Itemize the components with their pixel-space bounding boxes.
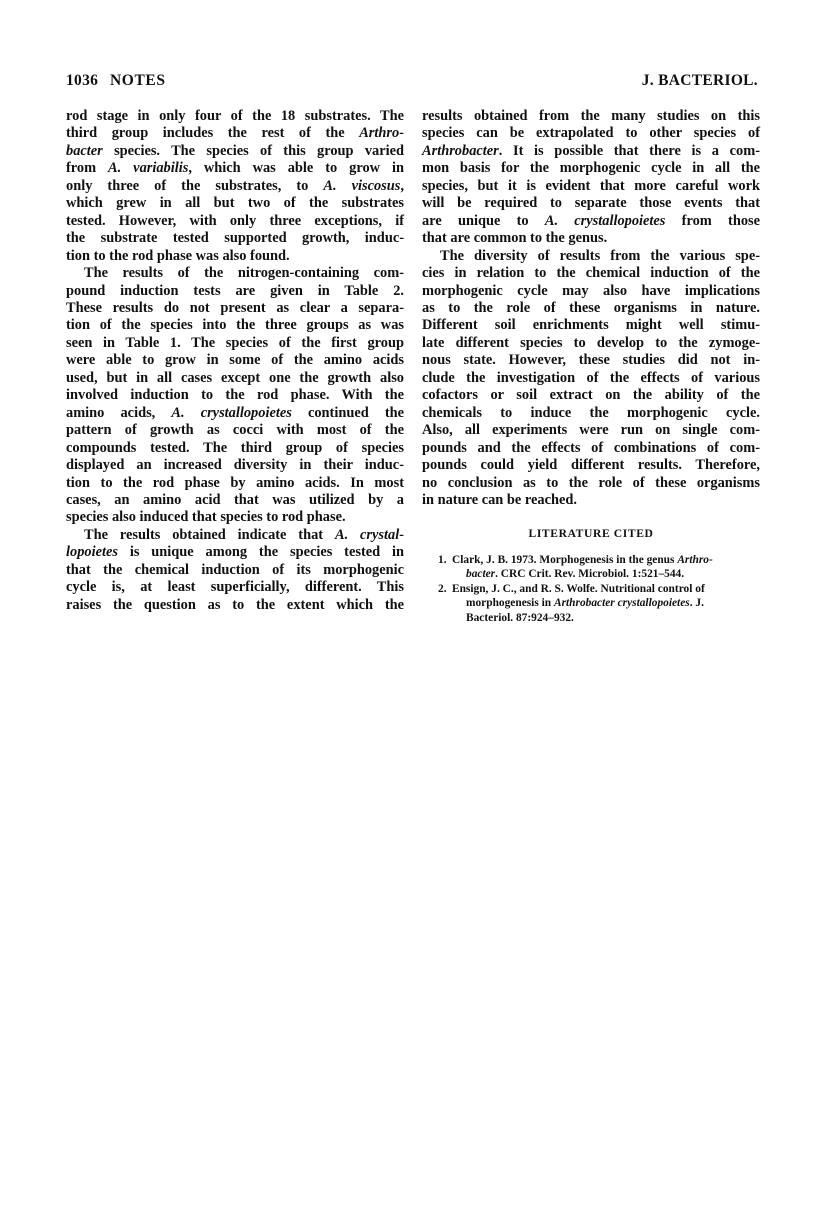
reference-item — [422, 553, 760, 581]
text-line: compounds tested. The third group of species — [66, 439, 404, 456]
text-line: cycle is, at least superficially, different. This — [66, 579, 404, 596]
text-line: cies in relation to the chemical induction of the — [422, 265, 760, 282]
text-line: that are common to the genus. — [422, 230, 608, 247]
text-line: that the chemical induction of its morphogenic — [66, 561, 404, 578]
text-line: species, but it is evident that more careful work — [422, 177, 760, 194]
text-line: which grew in all but two of the substrates — [66, 195, 404, 212]
text-line: lopoietes is unique among the species tested in — [66, 544, 404, 561]
text-line: will be required to separate those events that — [422, 195, 760, 212]
text-line: displayed an increased diversity in their induc- — [66, 457, 404, 474]
text-line: mon basis for the morphogenic cycle in all the — [422, 160, 760, 177]
text-line: in nature can be reached. — [422, 491, 577, 508]
reference-text: morphogenesis in Arthrobacter crystallopoietes. J. — [466, 597, 704, 610]
text-line: cofactors or soil extract on the ability of the — [422, 387, 760, 404]
text-line: as to the role of these organisms in nature. — [422, 299, 760, 316]
text-line: late different species to develop to the zymoge- — [422, 334, 760, 351]
text-line: no conclusion as to the role of these organisms — [422, 474, 760, 491]
text-line: the substrate tested supported growth, induc- — [66, 230, 404, 247]
reference-number: 2. — [438, 583, 447, 596]
section-label: NOTES — [110, 72, 166, 89]
text-line: The diversity of results from the various spe- — [440, 247, 760, 264]
text-line: raises the question as to the extent which the — [66, 596, 404, 613]
text-line: The results of the nitrogen-containing com- — [84, 265, 404, 282]
text-line: involved induction to the rod phase. With the — [66, 387, 404, 404]
text-line: species also induced that species to rod phase. — [66, 509, 346, 526]
text-line: pounds could yield different results. Therefore, — [422, 457, 760, 474]
text-line: clude the investigation of the effects of various — [422, 369, 760, 386]
text-line: are unique to A. crystallopoietes from those — [422, 212, 760, 229]
text-line: species can be extrapolated to other species of — [422, 125, 760, 142]
reference-text: Clark, J. B. 1973. Morphogenesis in the genus Arthro- — [452, 553, 713, 566]
text-line: These results do not present as clear a separa- — [66, 299, 404, 316]
text-line: Arthrobacter. It is possible that there is a com- — [422, 142, 760, 159]
text-line: morphogenic cycle may also have implications — [422, 282, 760, 299]
text-line: The results obtained indicate that A. crystal- — [84, 526, 404, 543]
reference-item — [422, 582, 760, 625]
text-line: only three of the substrates, to A. viscosus, — [66, 177, 404, 194]
text-line: were able to grow in some of the amino acids — [66, 352, 404, 369]
reference-text: bacter. CRC Crit. Rev. Microbiol. 1:521–544. — [466, 568, 685, 581]
page-number: 1036 — [66, 72, 99, 89]
text-line: third group includes the rest of the Arthro- — [66, 125, 404, 142]
text-line: Different soil enrichments might well stimu- — [422, 317, 760, 334]
text-line: pounds and the effects of combinations of com- — [422, 439, 760, 456]
text-line: tested. However, with only three exceptions, if — [66, 212, 404, 229]
text-line: tion to the rod phase by amino acids. In most — [66, 474, 404, 491]
text-line: from A. variabilis, which was able to grow in — [66, 160, 404, 177]
text-line: cases, an amino acid that was utilized by a — [66, 491, 404, 508]
text-line: seen in Table 1. The species of the first group — [66, 334, 404, 351]
reference-text: Ensign, J. C., and R. S. Wolfe. Nutritional control of — [452, 583, 705, 596]
text-line: rod stage in only four of the 18 substrates. The — [66, 108, 404, 124]
text-line: pound induction tests are given in Table 2. — [66, 282, 404, 299]
reference-list — [422, 553, 760, 625]
text-line: pattern of growth as cocci with most of the — [66, 422, 404, 439]
paragraph — [422, 108, 760, 248]
left-column — [66, 108, 404, 614]
right-column — [422, 108, 760, 626]
text-line: nous state. However, these studies did not in- — [422, 352, 760, 369]
text-line: Also, all experiments were run on single com- — [422, 422, 760, 439]
text-line: chemicals to induce the morphogenic cycle. — [422, 404, 760, 421]
paragraph — [66, 108, 404, 265]
paragraph — [66, 265, 404, 527]
text-line: tion to the rod phase was also found. — [66, 247, 290, 264]
text-line: bacter species. The species of this group varied — [66, 142, 404, 159]
reference-text: Bacteriol. 87:924–932. — [466, 611, 574, 624]
text-line: results obtained from the many studies on this — [422, 108, 760, 124]
text-line: amino acids, A. crystallopoietes continued the — [66, 404, 405, 421]
paragraph — [66, 527, 404, 614]
paragraph — [422, 248, 760, 510]
literature-cited-heading: LITERATURE CITED — [528, 527, 654, 541]
text-line: tion of the species into the three groups as was — [66, 317, 404, 334]
text-line: used, but in all cases except one the growth also — [66, 369, 404, 386]
page-header — [66, 72, 758, 94]
reference-number: 1. — [438, 553, 447, 566]
journal-name: J. BACTERIOL. — [641, 72, 758, 89]
